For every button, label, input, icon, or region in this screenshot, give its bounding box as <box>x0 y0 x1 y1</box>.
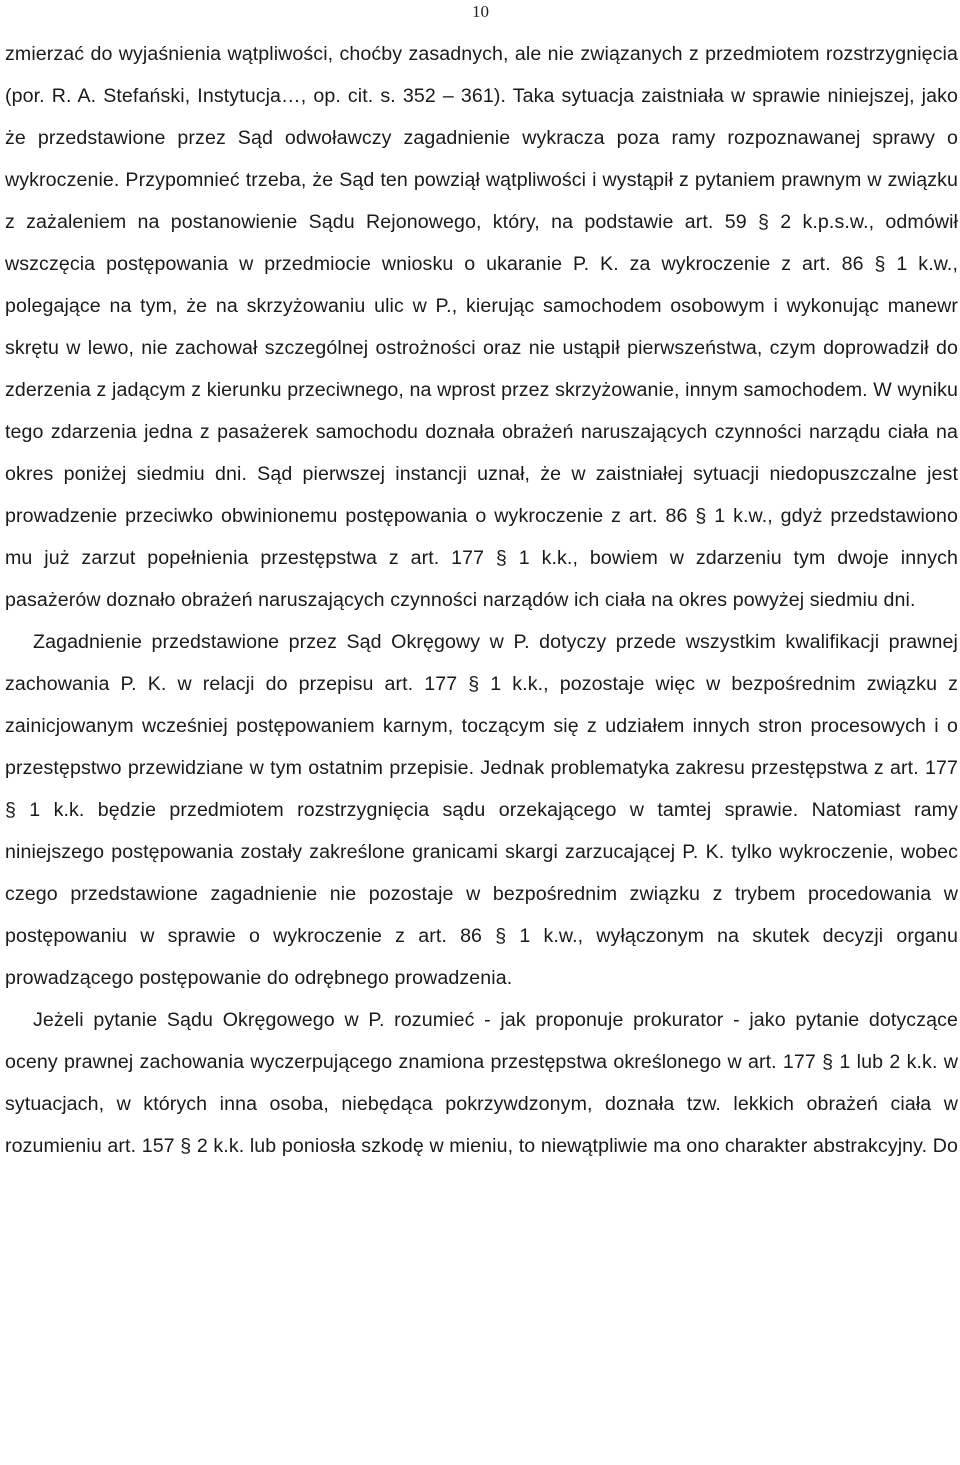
paragraph-3: Jeżeli pytanie Sądu Okręgowego w P. rozumieć - jak proponuje prokurator - jako pytanie dotyczące oceny prawnej zachowania wyczerpującego znamiona przestępstwa określonego w art. 177 § 1 lub 2 k.k. w sytuacjach, w których inna osoba, niebędąca pokrzywdzonym, doznała tzw. lekkich obrażeń ciała w rozumieniu art. 157 § 2 k.k. lub poniosła szkodę w mieniu, to niewątpliwie ma ono charakter abstrakcyjny. Do <box>5 1009 958 1157</box>
page-number: 10 <box>472 2 489 21</box>
paragraph-2: Zagadnienie przedstawione przez Sąd Okręgowy w P. dotyczy przede wszystkim kwalifikacji prawnej zachowania P. K. w relacji do przepisu art. 177 § 1 k.k., pozostaje więc w bezpośrednim związku z zainicjowanym wcześniej postępowaniem karnym, toczącym się z udziałem innych stron procesowych i o przestępstwo przewidziane w tym ostatnim przepisie. Jednak problematyka zakresu przestępstwa z art. 177 § 1 k.k. będzie przedmiotem rozstrzygnięcia sądu orzekającego w tamtej sprawie. Natomiast ramy niniejszego postępowania zostały zakreślone granicami skargi zarzucającej P. K. tylko wykroczenie, wobec czego przedstawione zagadnienie nie pozostaje w bezpośrednim związku z trybem procedowania w postępowaniu w sprawie o wykroczenie z art. 86 § 1 k.w., wyłączonym na skutek decyzji organu prowadzącego postępowanie do odrębnego prowadzenia. <box>5 631 958 989</box>
document-body <box>5 33 958 1167</box>
paragraph-1: zmierzać do wyjaśnienia wątpliwości, choćby zasadnych, ale nie związanych z przedmiotem rozstrzygnięcia (por. R. A. Stefański, Instytucja…, op. cit. s. 352 – 361). Taka sytuacja zaistniała w sprawie niniejszej, jako że przedstawione przez Sąd odwoławczy zagadnienie wykracza poza ramy rozpoznawanej sprawy o wykroczenie. Przypomnieć trzeba, że Sąd ten powziął wątpliwości i wystąpił z pytaniem prawnym w związku z zażaleniem na postanowienie Sądu Rejonowego, który, na podstawie art. 59 § 2 k.p.s.w., odmówił wszczęcia postępowania w przedmiocie wniosku o ukaranie P. K. za wykroczenie z art. 86 § 1 k.w., polegające na tym, że na skrzyżowaniu ulic w P., kierując samochodem osobowym i wykonując manewr skrętu w lewo, nie zachował szczególnej ostrożności oraz nie ustąpił pierwszeństwa, czym doprowadził do zderzenia z jadącym z kierunku przeciwnego, na wprost przez skrzyżowanie, innym samochodem. W wyniku tego zdarzenia jedna z pasażerek samochodu doznała obrażeń naruszających czynności narządu ciała na okres poniżej siedmiu dni. Sąd pierwszej instancji uznał, że w zaistniałej sytuacji niedopuszczalne jest prowadzenie przeciwko obwinionemu postępowania o wykroczenie z art. 86 § 1 k.w., gdyż przedstawiono mu już zarzut popełnienia przestępstwa z art. 177 § 1 k.k., bowiem w zdarzeniu tym dwoje innych pasażerów doznało obrażeń naruszających czynności narządów ich ciała na okres powyżej siedmiu dni. <box>5 43 958 611</box>
